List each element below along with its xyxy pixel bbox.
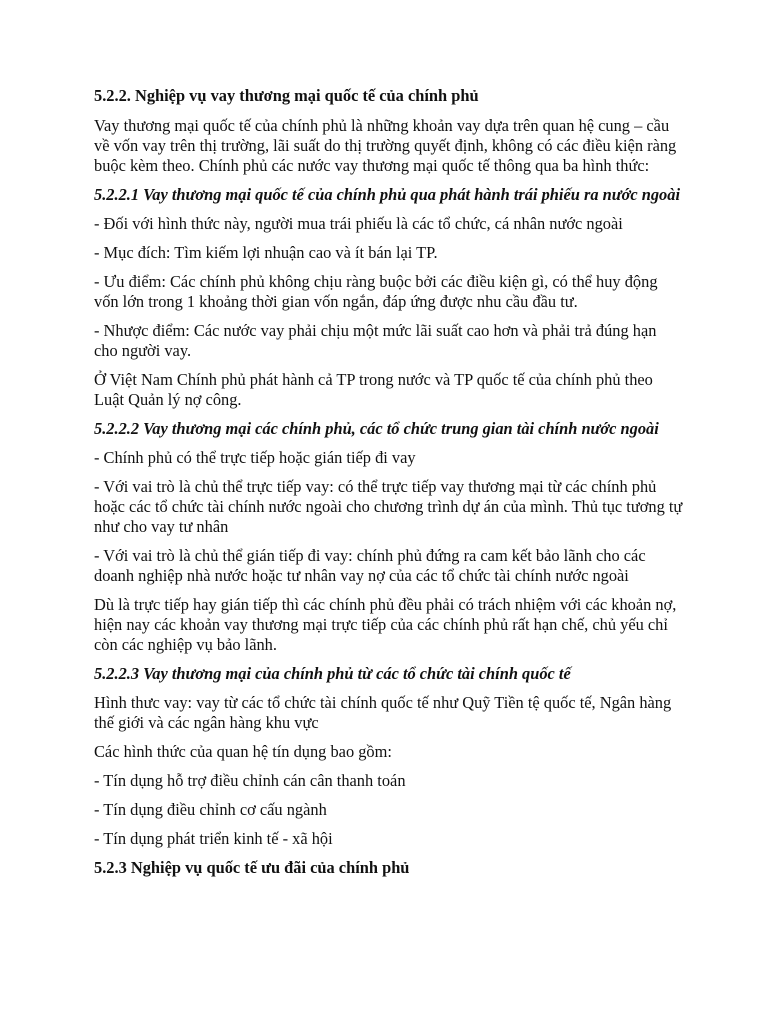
paragraph: - Tín dụng điều chỉnh cơ cấu ngành — [94, 800, 327, 819]
paragraph: - Với vai trò là chủ thể trực tiếp vay: có thể trực tiếp vay thương mại từ các chính phủ hoặc các tổ chức tài chính nước ngoài cho chương trình dự án của mình. Thủ tục tương tự như cho vay tư nhân — [94, 477, 683, 536]
subsection-heading-5-2-2-3: 5.2.2.3 Vay thương mại của chính phủ từ các tổ chức tài chính quốc tế — [94, 664, 571, 683]
subsection-heading-5-2-2-1: 5.2.2.1 Vay thương mại quốc tế của chính phủ qua phát hành trái phiếu ra nước ngoài — [94, 185, 680, 204]
paragraph: - Tín dụng hỗ trợ điều chỉnh cán cân thanh toán — [94, 771, 406, 790]
paragraph: - Ưu điểm: Các chính phủ không chịu ràng buộc bởi các điều kiện gì, có thể huy động vốn lớn trong 1 khoảng thời gian vốn ngắn, đáp ứng được nhu cầu đầu tư. — [94, 272, 658, 311]
section-heading-5-2-3: 5.2.3 Nghiệp vụ quốc tế ưu đãi của chính phủ — [94, 858, 410, 877]
paragraph: Các hình thức của quan hệ tín dụng bao gồm: — [94, 742, 392, 761]
intro-paragraph: Vay thương mại quốc tế của chính phủ là những khoản vay dựa trên quan hệ cung – cầu về vốn vay trên thị trường, lãi suất do thị trường quyết định, không có các điều kiện ràng buộc kèm theo. Chính phủ các nước vay thương mại quốc tế thông qua ba hình thức: — [94, 116, 677, 175]
paragraph: Dù là trực tiếp hay gián tiếp thì các chính phủ đều phải có trách nhiệm với các khoản nợ, hiện nay các khoản vay thương mại trực tiếp của các chính phủ rất hạn chế, chủ yếu chỉ còn các nghiệp vụ bảo lãnh. — [94, 595, 677, 654]
paragraph: - Nhược điểm: Các nước vay phải chịu một mức lãi suất cao hơn và phải trả đúng hạn cho người vay. — [94, 321, 657, 360]
paragraph: - Chính phủ có thể trực tiếp hoặc gián tiếp đi vay — [94, 448, 416, 467]
paragraph: Ở Việt Nam Chính phủ phát hành cả TP trong nước và TP quốc tế của chính phủ theo Luật Quản lý nợ công. — [94, 370, 653, 409]
section-heading-5-2-2: 5.2.2. Nghiệp vụ vay thương mại quốc tế của chính phủ — [94, 86, 479, 105]
paragraph: - Với vai trò là chủ thể gián tiếp đi vay: chính phủ đứng ra cam kết bảo lãnh cho các doanh nghiệp nhà nước hoặc tư nhân vay nợ của các tổ chức tài chính nước ngoài — [94, 546, 646, 585]
paragraph: - Đối với hình thức này, người mua trái phiếu là các tổ chức, cá nhân nước ngoài — [94, 214, 623, 233]
paragraph: - Tín dụng phát triển kinh tế - xã hội — [94, 829, 333, 848]
paragraph: - Mục đích: Tìm kiếm lợi nhuận cao và ít bán lại TP. — [94, 243, 438, 262]
paragraph: Hình thưc vay: vay từ các tổ chức tài chính quốc tế như Quỹ Tiền tệ quốc tế, Ngân hàng thế giới và các ngân hàng khu vực — [94, 693, 672, 732]
document-page — [94, 86, 684, 888]
subsection-heading-5-2-2-2: 5.2.2.2 Vay thương mại các chính phủ, các tổ chức trung gian tài chính nước ngoài — [94, 419, 659, 438]
